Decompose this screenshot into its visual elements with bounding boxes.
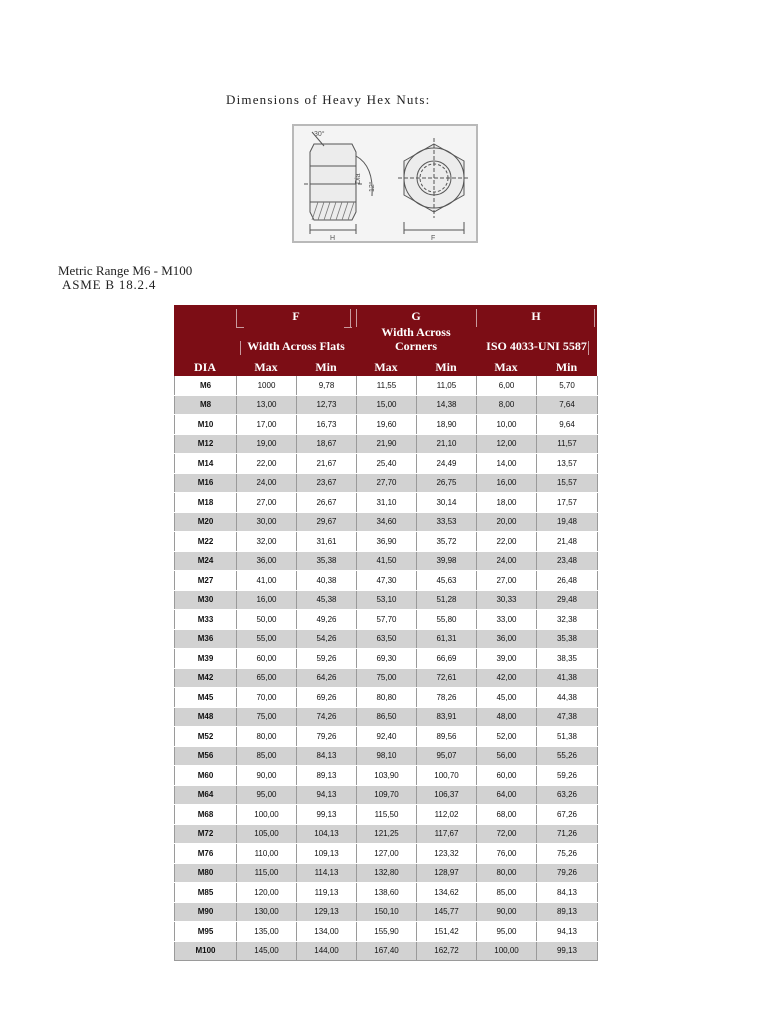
table-cell: 47,38	[537, 707, 598, 727]
table-cell: 123,32	[417, 844, 477, 864]
col-g-max: Max	[374, 360, 398, 374]
table-cell: 75,00	[357, 668, 417, 688]
group-g: G	[411, 309, 421, 323]
cell-dia: M22	[175, 532, 237, 552]
table-cell: 78,26	[417, 688, 477, 708]
subhead-h: ISO 4033-UNI 5587	[486, 339, 587, 353]
table-cell: 19,48	[537, 512, 598, 532]
table-cell: 72,00	[477, 824, 537, 844]
table-cell: 15,00	[357, 395, 417, 415]
table-cell: 33,53	[417, 512, 477, 532]
table-cell: 15,57	[537, 473, 598, 493]
table-cell: 106,37	[417, 785, 477, 805]
table-cell: 71,26	[537, 824, 598, 844]
table-cell: 1000	[237, 376, 297, 395]
cell-dia: M39	[175, 649, 237, 669]
table-cell: 128,97	[417, 863, 477, 883]
table-row	[175, 727, 598, 747]
table-cell: 138,60	[357, 883, 417, 903]
table-cell: 13,00	[237, 395, 297, 415]
table-cell: 30,14	[417, 493, 477, 513]
table-row	[175, 610, 598, 630]
cell-dia: M100	[175, 941, 237, 961]
table-cell: 25,40	[357, 454, 417, 474]
cell-dia: M8	[175, 395, 237, 415]
table-cell: 83,91	[417, 707, 477, 727]
cell-dia: M24	[175, 551, 237, 571]
table-cell: 9,78	[297, 376, 357, 395]
table-row	[175, 922, 598, 942]
table-row	[175, 551, 598, 571]
table-cell: 117,67	[417, 824, 477, 844]
table-cell: 48,00	[477, 707, 537, 727]
cell-dia: M18	[175, 493, 237, 513]
table-cell: 23,48	[537, 551, 598, 571]
table-row	[175, 590, 598, 610]
table-cell: 19,00	[237, 434, 297, 454]
subhead-f: Width Across Flats	[247, 339, 345, 353]
table-cell: 26,48	[537, 571, 598, 591]
table-row	[175, 434, 598, 454]
table-cell: 63,26	[537, 785, 598, 805]
table-cell: 31,10	[357, 493, 417, 513]
table-cell: 129,13	[297, 902, 357, 922]
col-f-min: Min	[315, 360, 337, 374]
table-cell: 16,73	[297, 415, 357, 435]
table-row	[175, 532, 598, 552]
table-cell: 22,00	[237, 454, 297, 474]
cell-dia: M33	[175, 610, 237, 630]
table-cell: 69,26	[297, 688, 357, 708]
table-row	[175, 785, 598, 805]
table-cell: 12,00	[477, 434, 537, 454]
cell-dia: M56	[175, 746, 237, 766]
cell-dia: M12	[175, 434, 237, 454]
data-table	[174, 376, 598, 961]
table-cell: 86,50	[357, 707, 417, 727]
table-cell: 145,00	[237, 941, 297, 961]
table-cell: 119,13	[297, 883, 357, 903]
table-cell: 103,90	[357, 766, 417, 786]
dimensions-table	[174, 305, 597, 961]
cell-dia: M80	[175, 863, 237, 883]
hex-nut-drawing	[294, 126, 476, 241]
table-cell: 10,00	[477, 415, 537, 435]
table-cell: 55,80	[417, 610, 477, 630]
table-cell: 150,10	[357, 902, 417, 922]
table-row	[175, 493, 598, 513]
cell-dia: M16	[175, 473, 237, 493]
table-cell: 67,26	[537, 805, 598, 825]
table-row	[175, 941, 598, 961]
cell-dia: M45	[175, 688, 237, 708]
table-cell: 18,90	[417, 415, 477, 435]
table-cell: 115,00	[237, 863, 297, 883]
table-row	[175, 473, 598, 493]
table-cell: 44,38	[537, 688, 598, 708]
range-subtitle: Metric Range M6 - M100	[58, 263, 193, 278]
page-title: Dimensions of Heavy Hex Nuts:	[226, 92, 431, 107]
table-row	[175, 844, 598, 864]
table-cell: 84,13	[297, 746, 357, 766]
table-cell: 26,75	[417, 473, 477, 493]
table-cell: 132,80	[357, 863, 417, 883]
table-cell: 79,26	[537, 863, 598, 883]
table-cell: 34,60	[357, 512, 417, 532]
cell-dia: M76	[175, 844, 237, 864]
cell-dia: M85	[175, 883, 237, 903]
col-h-max: Max	[494, 360, 518, 374]
table-cell: 94,13	[537, 922, 598, 942]
table-cell: 89,56	[417, 727, 477, 747]
table-cell: 51,38	[537, 727, 598, 747]
table-cell: 36,90	[357, 532, 417, 552]
col-g-min: Min	[435, 360, 457, 374]
table-cell: 74,26	[297, 707, 357, 727]
cell-dia: M14	[175, 454, 237, 474]
table-cell: 32,00	[237, 532, 297, 552]
table-row	[175, 688, 598, 708]
cell-dia: M72	[175, 824, 237, 844]
table-cell: 41,50	[357, 551, 417, 571]
table-row	[175, 707, 598, 727]
table-header	[174, 305, 597, 376]
table-cell: 14,38	[417, 395, 477, 415]
table-cell: 14,00	[477, 454, 537, 474]
table-cell: 7,64	[537, 395, 598, 415]
table-cell: 69,30	[357, 649, 417, 669]
table-cell: 80,00	[237, 727, 297, 747]
table-cell: 32,38	[537, 610, 598, 630]
table-cell: 18,67	[297, 434, 357, 454]
table-cell: 22,00	[477, 532, 537, 552]
cell-dia: M90	[175, 902, 237, 922]
table-cell: 65,00	[237, 668, 297, 688]
table-row	[175, 668, 598, 688]
table-cell: 16,00	[237, 590, 297, 610]
table-cell: 54,26	[297, 629, 357, 649]
table-cell: 80,80	[357, 688, 417, 708]
table-row	[175, 629, 598, 649]
table-cell: 90,00	[237, 766, 297, 786]
table-cell: 114,13	[297, 863, 357, 883]
table-cell: 45,00	[477, 688, 537, 708]
table-cell: 16,00	[477, 473, 537, 493]
table-cell: 79,26	[297, 727, 357, 747]
table-row	[175, 805, 598, 825]
group-f: F	[292, 309, 300, 323]
table-cell: 59,26	[537, 766, 598, 786]
table-cell: 55,26	[537, 746, 598, 766]
table-cell: 75,26	[537, 844, 598, 864]
table-cell: 24,00	[477, 551, 537, 571]
table-cell: 41,38	[537, 668, 598, 688]
standard-subtitle: ASME B 18.2.4	[62, 277, 157, 292]
table-cell: 85,00	[477, 883, 537, 903]
table-cell: 30,33	[477, 590, 537, 610]
table-cell: 20,00	[477, 512, 537, 532]
table-cell: 98,10	[357, 746, 417, 766]
table-cell: 27,70	[357, 473, 417, 493]
cell-dia: M48	[175, 707, 237, 727]
table-cell: 130,00	[237, 902, 297, 922]
table-cell: 19,60	[357, 415, 417, 435]
col-h-min: Min	[555, 360, 578, 374]
table-cell: 90,00	[477, 902, 537, 922]
table-cell: 105,00	[237, 824, 297, 844]
table-cell: 59,26	[297, 649, 357, 669]
table-cell: 30,00	[237, 512, 297, 532]
table-cell: 89,13	[537, 902, 598, 922]
table-cell: 95,00	[477, 922, 537, 942]
table-cell: 127,00	[357, 844, 417, 864]
table-cell: 21,67	[297, 454, 357, 474]
cell-dia: M27	[175, 571, 237, 591]
table-row	[175, 571, 598, 591]
table-cell: 11,05	[417, 376, 477, 395]
table-row	[175, 454, 598, 474]
table-cell: 99,13	[297, 805, 357, 825]
table-cell: 45,63	[417, 571, 477, 591]
table-cell: 155,90	[357, 922, 417, 942]
table-cell: 35,38	[537, 629, 598, 649]
table-cell: 100,00	[477, 941, 537, 961]
cell-dia: M6	[175, 376, 237, 395]
table-row	[175, 883, 598, 903]
table-cell: 35,72	[417, 532, 477, 552]
table-cell: 24,49	[417, 454, 477, 474]
table-cell: 51,28	[417, 590, 477, 610]
table-cell: 112,02	[417, 805, 477, 825]
table-cell: 80,00	[477, 863, 537, 883]
table-cell: 8,00	[477, 395, 537, 415]
table-row	[175, 902, 598, 922]
subhead-g-line2: Corners	[395, 339, 437, 353]
table-cell: 109,13	[297, 844, 357, 864]
table-cell: 56,00	[477, 746, 537, 766]
table-cell: 76,00	[477, 844, 537, 864]
table-cell: 85,00	[237, 746, 297, 766]
cell-dia: M42	[175, 668, 237, 688]
table-cell: 29,48	[537, 590, 598, 610]
group-h: H	[531, 309, 541, 323]
table-row	[175, 863, 598, 883]
table-cell: 18,00	[477, 493, 537, 513]
angle-label: 30°	[314, 131, 325, 138]
cell-dia: M68	[175, 805, 237, 825]
table-cell: 57,70	[357, 610, 417, 630]
table-cell: 66,69	[417, 649, 477, 669]
table-cell: 36,00	[237, 551, 297, 571]
table-cell: 35,38	[297, 551, 357, 571]
table-cell: 95,07	[417, 746, 477, 766]
subhead-g-line1: Width Across	[381, 325, 451, 339]
table-cell: 36,00	[477, 629, 537, 649]
col-f-max: Max	[254, 360, 278, 374]
table-cell: 84,13	[537, 883, 598, 903]
cell-dia: M95	[175, 922, 237, 942]
table-row	[175, 649, 598, 669]
table-cell: 121,25	[357, 824, 417, 844]
table-cell: 89,13	[297, 766, 357, 786]
table-cell: 47,30	[357, 571, 417, 591]
f-label: F	[431, 235, 436, 241]
cell-dia: M60	[175, 766, 237, 786]
table-cell: 60,00	[477, 766, 537, 786]
col-dia: DIA	[193, 360, 216, 374]
table-row	[175, 766, 598, 786]
table-cell: 135,00	[237, 922, 297, 942]
table-cell: 11,57	[537, 434, 598, 454]
table-cell: 9,64	[537, 415, 598, 435]
table-cell: 120,00	[237, 883, 297, 903]
cell-dia: M10	[175, 415, 237, 435]
table-cell: 55,00	[237, 629, 297, 649]
angle-12-label: 12°	[369, 181, 376, 192]
table-cell: 38,35	[537, 649, 598, 669]
cell-dia: M20	[175, 512, 237, 532]
table-cell: 5,70	[537, 376, 598, 395]
table-cell: 100,00	[237, 805, 297, 825]
table-cell: 21,48	[537, 532, 598, 552]
cell-dia: M36	[175, 629, 237, 649]
table-row	[175, 415, 598, 435]
table-cell: 50,00	[237, 610, 297, 630]
table-cell: 63,50	[357, 629, 417, 649]
table-cell: 115,50	[357, 805, 417, 825]
table-cell: 6,00	[477, 376, 537, 395]
table-cell: 53,10	[357, 590, 417, 610]
h-label: H	[330, 235, 336, 241]
table-cell: 24,00	[237, 473, 297, 493]
table-cell: 17,57	[537, 493, 598, 513]
table-cell: 94,13	[297, 785, 357, 805]
table-cell: 145,77	[417, 902, 477, 922]
table-cell: 162,72	[417, 941, 477, 961]
table-cell: 95,00	[237, 785, 297, 805]
table-cell: 29,67	[297, 512, 357, 532]
table-cell: 33,00	[477, 610, 537, 630]
table-cell: 42,00	[477, 668, 537, 688]
table-cell: 26,67	[297, 493, 357, 513]
table-cell: 64,26	[297, 668, 357, 688]
table-cell: 134,00	[297, 922, 357, 942]
table-cell: 75,00	[237, 707, 297, 727]
table-cell: 167,40	[357, 941, 417, 961]
table-row	[175, 746, 598, 766]
cell-dia: M52	[175, 727, 237, 747]
table-cell: 27,00	[477, 571, 537, 591]
table-cell: 17,00	[237, 415, 297, 435]
cell-dia: M30	[175, 590, 237, 610]
table-cell: 23,67	[297, 473, 357, 493]
table-cell: 27,00	[237, 493, 297, 513]
table-cell: 13,57	[537, 454, 598, 474]
table-cell: 109,70	[357, 785, 417, 805]
table-cell: 12,73	[297, 395, 357, 415]
table-cell: 49,26	[297, 610, 357, 630]
table-row	[175, 512, 598, 532]
hex-nut-diagram	[292, 124, 478, 243]
table-cell: 92,40	[357, 727, 417, 747]
table-cell: 72,61	[417, 668, 477, 688]
table-cell: 100,70	[417, 766, 477, 786]
table-cell: 39,00	[477, 649, 537, 669]
table-cell: 52,00	[477, 727, 537, 747]
cell-dia: M64	[175, 785, 237, 805]
table-cell: 64,00	[477, 785, 537, 805]
table-cell: 21,10	[417, 434, 477, 454]
table-row	[175, 395, 598, 415]
table-cell: 110,00	[237, 844, 297, 864]
table-cell: 31,61	[297, 532, 357, 552]
table-cell: 151,42	[417, 922, 477, 942]
table-cell: 70,00	[237, 688, 297, 708]
table-row	[175, 824, 598, 844]
table-cell: 134,62	[417, 883, 477, 903]
table-cell: 11,55	[357, 376, 417, 395]
table-cell: 144,00	[297, 941, 357, 961]
table-cell: 60,00	[237, 649, 297, 669]
table-cell: 104,13	[297, 824, 357, 844]
table-cell: 45,38	[297, 590, 357, 610]
table-cell: 99,13	[537, 941, 598, 961]
table-cell: 21,90	[357, 434, 417, 454]
dia-label: Dia	[355, 173, 362, 184]
table-cell: 40,38	[297, 571, 357, 591]
table-cell: 41,00	[237, 571, 297, 591]
table-cell: 61,31	[417, 629, 477, 649]
table-cell: 39,98	[417, 551, 477, 571]
table-cell: 68,00	[477, 805, 537, 825]
table-row	[175, 376, 598, 395]
